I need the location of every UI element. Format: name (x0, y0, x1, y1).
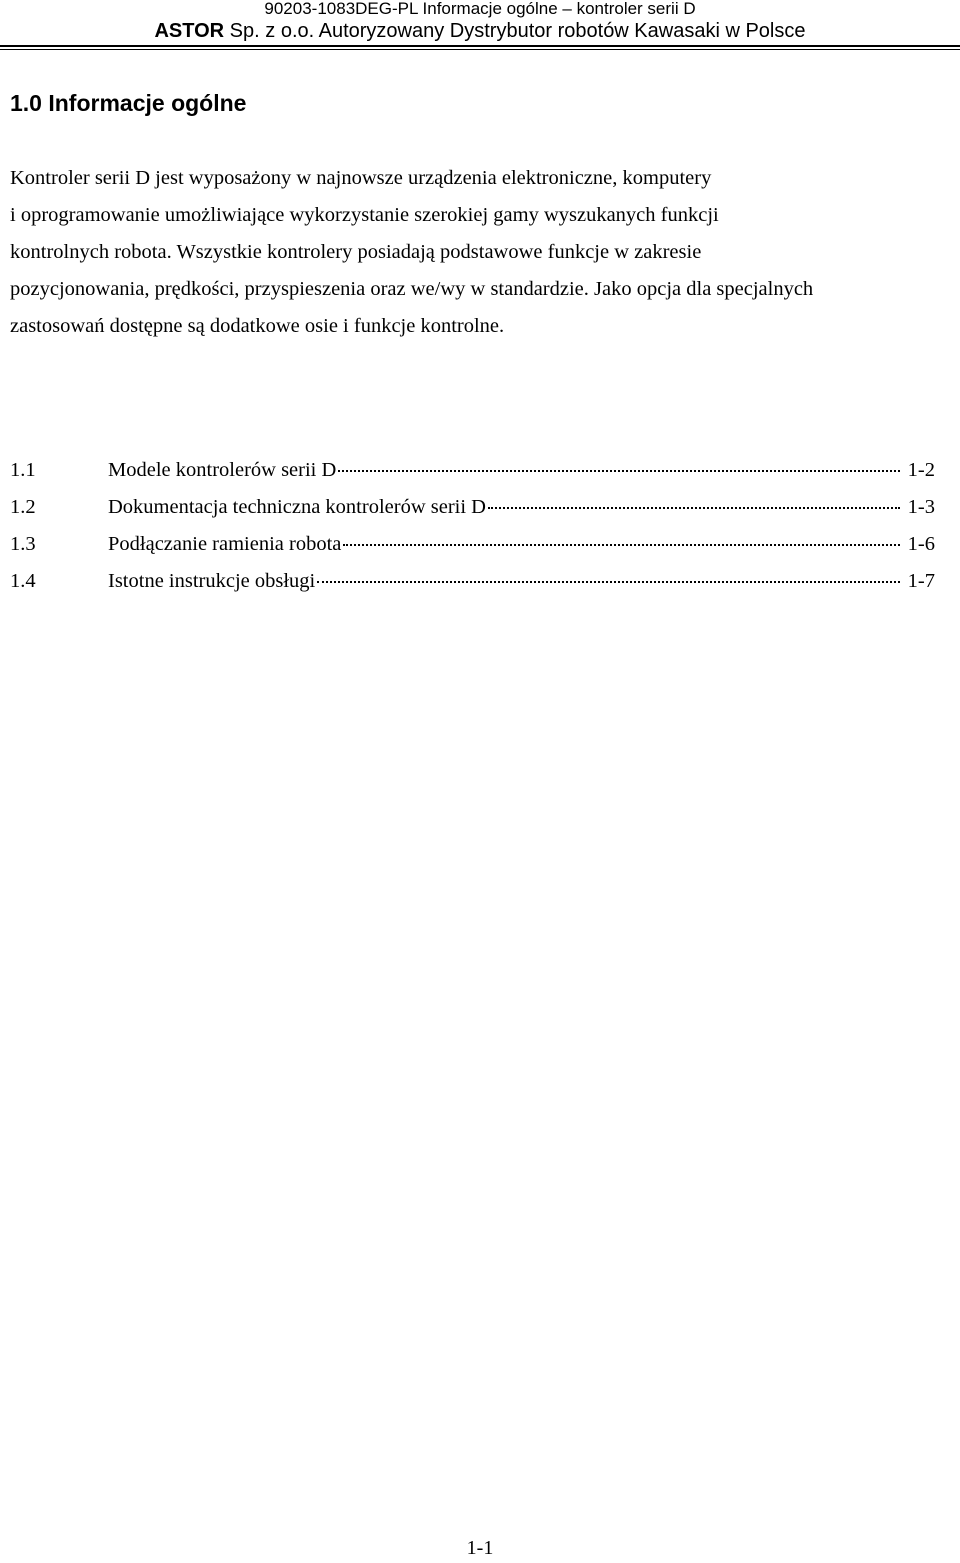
header-company-line (0, 19, 960, 43)
toc-dot-leader (338, 470, 899, 472)
section-title: 1.0 Informacje ogólne (10, 90, 247, 116)
intro-line: pozycjonowania, prędkości, przyspieszenia oraz we/wy w standardzie. Jako opcja dla specjalnych (10, 278, 814, 300)
page-number: 1-1 (466, 1537, 494, 1559)
header-doc-reference: 90203-1083DEG-PL Informacje ogólne – kontroler serii D (264, 0, 696, 18)
toc-entry-title: Modele kontrolerów serii D (108, 459, 337, 481)
toc-entry[interactable] (10, 489, 935, 526)
header-divider (0, 45, 960, 50)
header-company-name: ASTOR (154, 20, 225, 42)
toc-entry-number: 1.2 (10, 496, 36, 518)
toc-entry[interactable] (10, 526, 935, 563)
intro-line: zastosowań dostępne są dodatkowe osie i funkcje kontrolne. (10, 315, 505, 337)
intro-line: Kontroler serii D jest wyposażony w najnowsze urządzenia elektroniczne, komputery (10, 167, 712, 189)
toc-entry-number: 1.1 (10, 459, 36, 481)
table-of-contents (10, 452, 935, 600)
toc-entry-title: Istotne instrukcje obsługi (108, 570, 316, 592)
toc-dot-leader (317, 581, 899, 583)
toc-entry-page: 1-3 (907, 496, 935, 518)
toc-entry-title: Dokumentacja techniczna kontrolerów serii D (108, 496, 486, 518)
toc-dot-leader (343, 544, 899, 546)
toc-entry[interactable] (10, 452, 935, 489)
intro-line: i oprogramowanie umożliwiające wykorzystanie szerokiej gamy wyszukanych funkcji (10, 204, 719, 226)
toc-entry-page: 1-7 (907, 570, 935, 592)
toc-entry-number: 1.3 (10, 533, 36, 555)
header-company-description: Sp. z o.o. Autoryzowany Dystrybutor robotów Kawasaki w Polsce (224, 20, 806, 42)
toc-entry[interactable] (10, 563, 935, 600)
intro-line: kontrolnych robota. Wszystkie kontrolery posiadają podstawowe funkcje w zakresie (10, 241, 702, 263)
toc-entry-number: 1.4 (10, 570, 36, 592)
toc-entry-page: 1-2 (907, 459, 935, 481)
toc-entry-page: 1-6 (907, 533, 935, 555)
intro-paragraph (10, 160, 955, 345)
toc-entry-title: Podłączanie ramienia robota (108, 533, 342, 555)
toc-dot-leader (488, 507, 900, 509)
